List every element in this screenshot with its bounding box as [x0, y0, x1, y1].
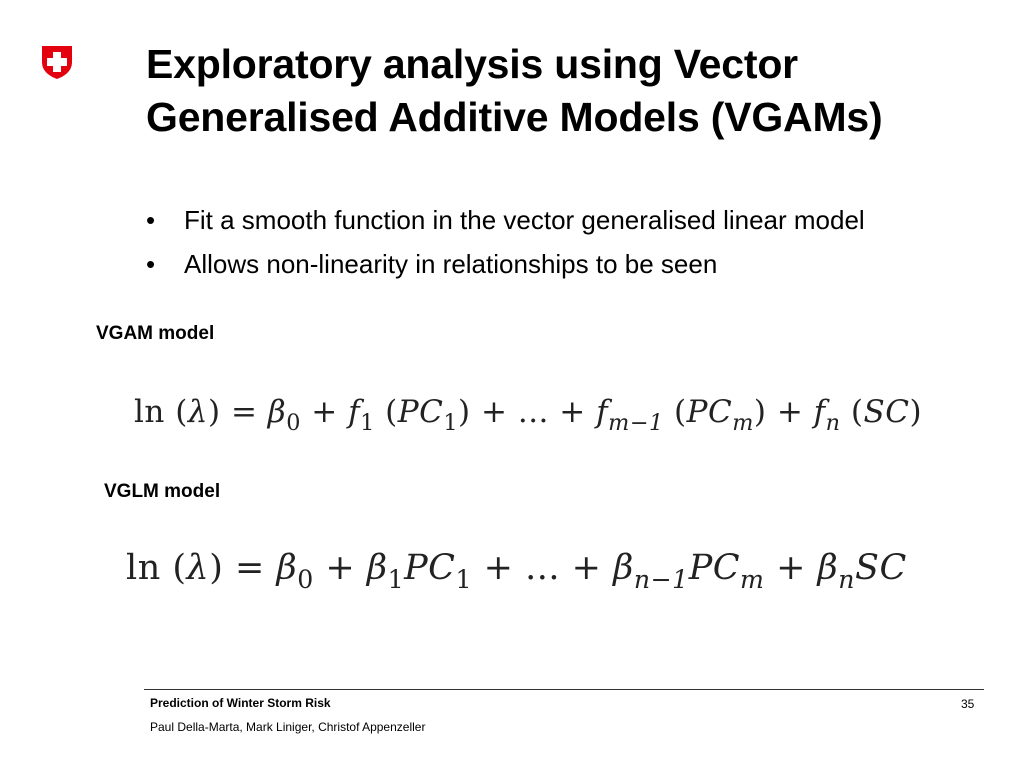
slide-title: [146, 38, 1006, 144]
vgam-model-label: VGAM model: [96, 323, 215, 344]
slide-title-line-1: Exploratory analysis using Vector: [146, 41, 798, 87]
vglm-equation: $\ln (\lambda) = \beta_0 + \beta_1PC_1$ + ... + $\beta_{n-1}PC_m + \beta_nSC$: [126, 548, 907, 594]
bullet-text: Fit a smooth function in the vector generalised linear model: [184, 205, 865, 235]
vgam-equation: $\ln (\lambda) = \beta_0 + f_1$ $(PC_1)$ + ... + $f_{m-1}$ $(PC_m) + f_n$ (SC): [134, 394, 923, 436]
bullet-marker: •: [146, 249, 156, 279]
bullet-item: [146, 198, 865, 242]
footer-title: Prediction of Winter Storm Risk: [150, 696, 331, 710]
bullet-item: [146, 242, 865, 286]
footer-divider: [144, 689, 984, 690]
swiss-cross-shield-icon: [40, 44, 74, 80]
bullet-marker: •: [146, 205, 156, 235]
footer-authors: Paul Della-Marta, Mark Liniger, Christof Appenzeller: [150, 720, 426, 734]
bullet-list: [146, 198, 865, 286]
slide-title-line-2: Generalised Additive Models (VGAMs): [146, 94, 883, 140]
page-number: 35: [961, 697, 975, 711]
bullet-text: Allows non-linearity in relationships to be seen: [184, 249, 718, 279]
vglm-model-label: VGLM model: [104, 481, 221, 502]
